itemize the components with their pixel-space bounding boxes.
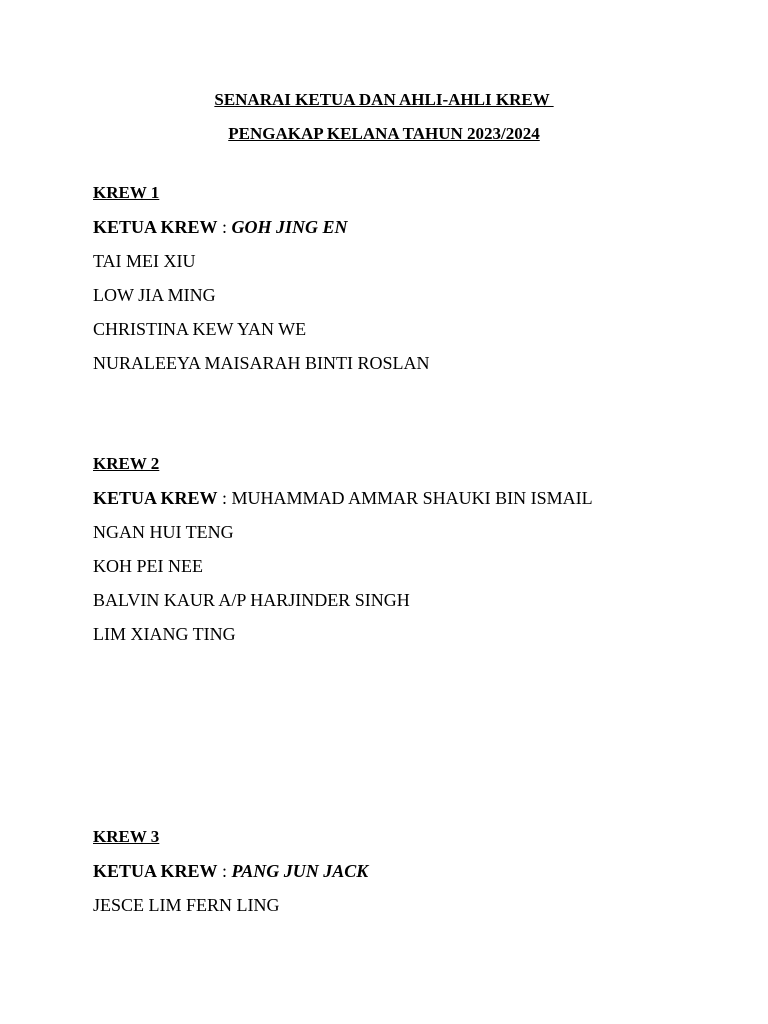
krew-1-member: NURALEEYA MAISARAH BINTI ROSLAN [93, 353, 430, 373]
krew-3-leader-name: PANG JUN JACK [231, 861, 369, 881]
krew-1-member: TAI MEI XIU [93, 251, 196, 271]
krew-3-leader-line [93, 860, 368, 882]
krew-1-member: LOW JIA MING [93, 285, 216, 305]
krew-1-heading: KREW 1 [93, 183, 160, 202]
krew-2-leader-label: KETUA KREW [93, 488, 218, 508]
krew-2-leader-line [93, 487, 593, 509]
krew-3-leader-separator: : [217, 861, 232, 881]
krew-2-member: KOH PEI NEE [93, 556, 203, 576]
krew-1-leader-separator: : [217, 217, 232, 237]
krew-3-leader-label: KETUA KREW [93, 861, 218, 881]
krew-2-heading: KREW 2 [93, 454, 160, 473]
krew-3-member: JESCE LIM FERN LING [93, 895, 280, 915]
krew-1-leader-name: GOH JING EN [231, 217, 348, 237]
krew-1-member: CHRISTINA KEW YAN WE [93, 319, 307, 339]
krew-2-leader-separator: : [217, 488, 232, 508]
krew-2-member: BALVIN KAUR A/P HARJINDER SINGH [93, 590, 410, 610]
krew-1-leader-label: KETUA KREW [93, 217, 218, 237]
krew-2-leader-name: MUHAMMAD AMMAR SHAUKI BIN ISMAIL [231, 488, 593, 508]
krew-1-leader-line [93, 216, 348, 238]
krew-2-member: NGAN HUI TENG [93, 522, 234, 542]
document-title-line-1: SENARAI KETUA DAN AHLI-AHLI KREW [214, 90, 554, 109]
krew-3-heading: KREW 3 [93, 827, 160, 846]
krew-2-member: LIM XIANG TING [93, 624, 236, 644]
document-title-line-2: PENGAKAP KELANA TAHUN 2023/2024 [228, 124, 540, 143]
